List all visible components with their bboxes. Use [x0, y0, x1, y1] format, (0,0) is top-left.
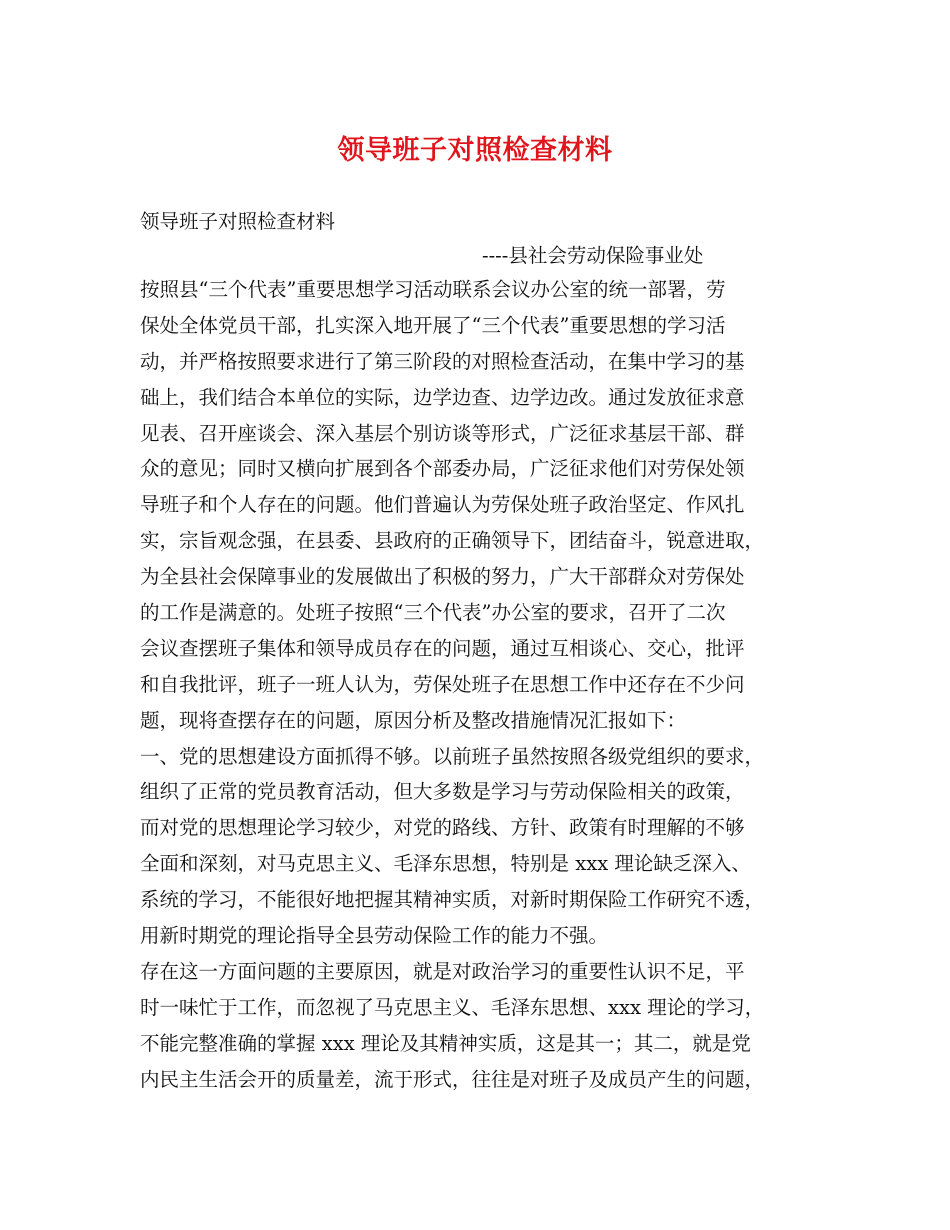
body-line: 动，并严格按照要求进行了第三阶段的对照检查活动，在集中学习的基: [140, 349, 745, 373]
document-title: 领导班子对照检查材料: [337, 135, 613, 166]
body-line: 保处全体党员干部，扎实深入地开展了“三个代表”重要思想的学习活: [140, 313, 726, 337]
body-line: 见表、召开座谈会、深入基层个别访谈等形式，广泛征求基层干部、群: [140, 421, 745, 445]
body-line: 题，现将查摆存在的问题，原因分析及整改措施情况汇报如下：: [140, 708, 687, 732]
body-line: 众的意见；同时又横向扩展到各个部委办局，广泛征求他们对劳保处领: [140, 457, 745, 481]
document-source: ----县社会劳动保险事业处: [482, 244, 704, 267]
document-body: [140, 272, 810, 1097]
body-line: 系统的学习，不能很好地把握其精神实质，对新时期保险工作研究不透，: [140, 888, 765, 912]
body-line: 时一味忙于工作，而忽视了马克思主义、毛泽东思想、xxx 理论的学习，: [140, 995, 765, 1019]
body-line: 内民主生活会开的质量差，流于形式，往往是对班子及成员产生的问题，: [140, 1067, 765, 1091]
body-line: 而对党的思想理论学习较少，对党的路线、方针、政策有时理解的不够: [140, 816, 745, 840]
body-line: 实，宗旨观念强，在县委、县政府的正确领导下，团结奋斗，锐意进取，: [140, 529, 765, 553]
body-line: 一、党的思想建设方面抓得不够。以前班子虽然按照各级党组织的要求，: [140, 744, 765, 768]
body-line: 按照县“三个代表”重要思想学习活动联系会议办公室的统一部署，劳: [140, 278, 726, 301]
body-line: 存在这一方面问题的主要原因，就是对政治学习的重要性认识不足，平: [140, 959, 745, 983]
body-line: 用新时期党的理论指导全县劳动保险工作的能力不强。: [140, 924, 609, 948]
body-line: 全面和深刻，对马克思主义、毛泽东思想，特别是 xxx 理论缺乏深入、: [140, 852, 751, 876]
body-line: 导班子和个人存在的问题。他们普遍认为劳保处班子政治坚定、作风扎: [140, 493, 745, 517]
document-subtitle: 领导班子对照检查材料: [140, 210, 336, 233]
body-line: 础上，我们结合本单位的实际，边学边查、边学边改。通过发放征求意: [140, 385, 745, 409]
body-line: 会议查摆班子集体和领导成员存在的问题，通过互相谈心、交心，批评: [140, 636, 745, 660]
body-line: 为全县社会保障事业的发展做出了积极的努力，广大干部群众对劳保处: [140, 565, 745, 589]
body-line: 组织了正常的党员教育活动，但大多数是学习与劳动保险相关的政策，: [140, 780, 745, 804]
body-line: 的工作是满意的。处班子按照“三个代表”办公室的要求，召开了二次: [140, 601, 726, 625]
body-line: 和自我批评，班子一班人认为，劳保处班子在思想工作中还存在不少问: [140, 672, 745, 696]
body-line: 不能完整准确的掌握 xxx 理论及其精神实质，这是其一；其二，就是党: [140, 1031, 751, 1055]
